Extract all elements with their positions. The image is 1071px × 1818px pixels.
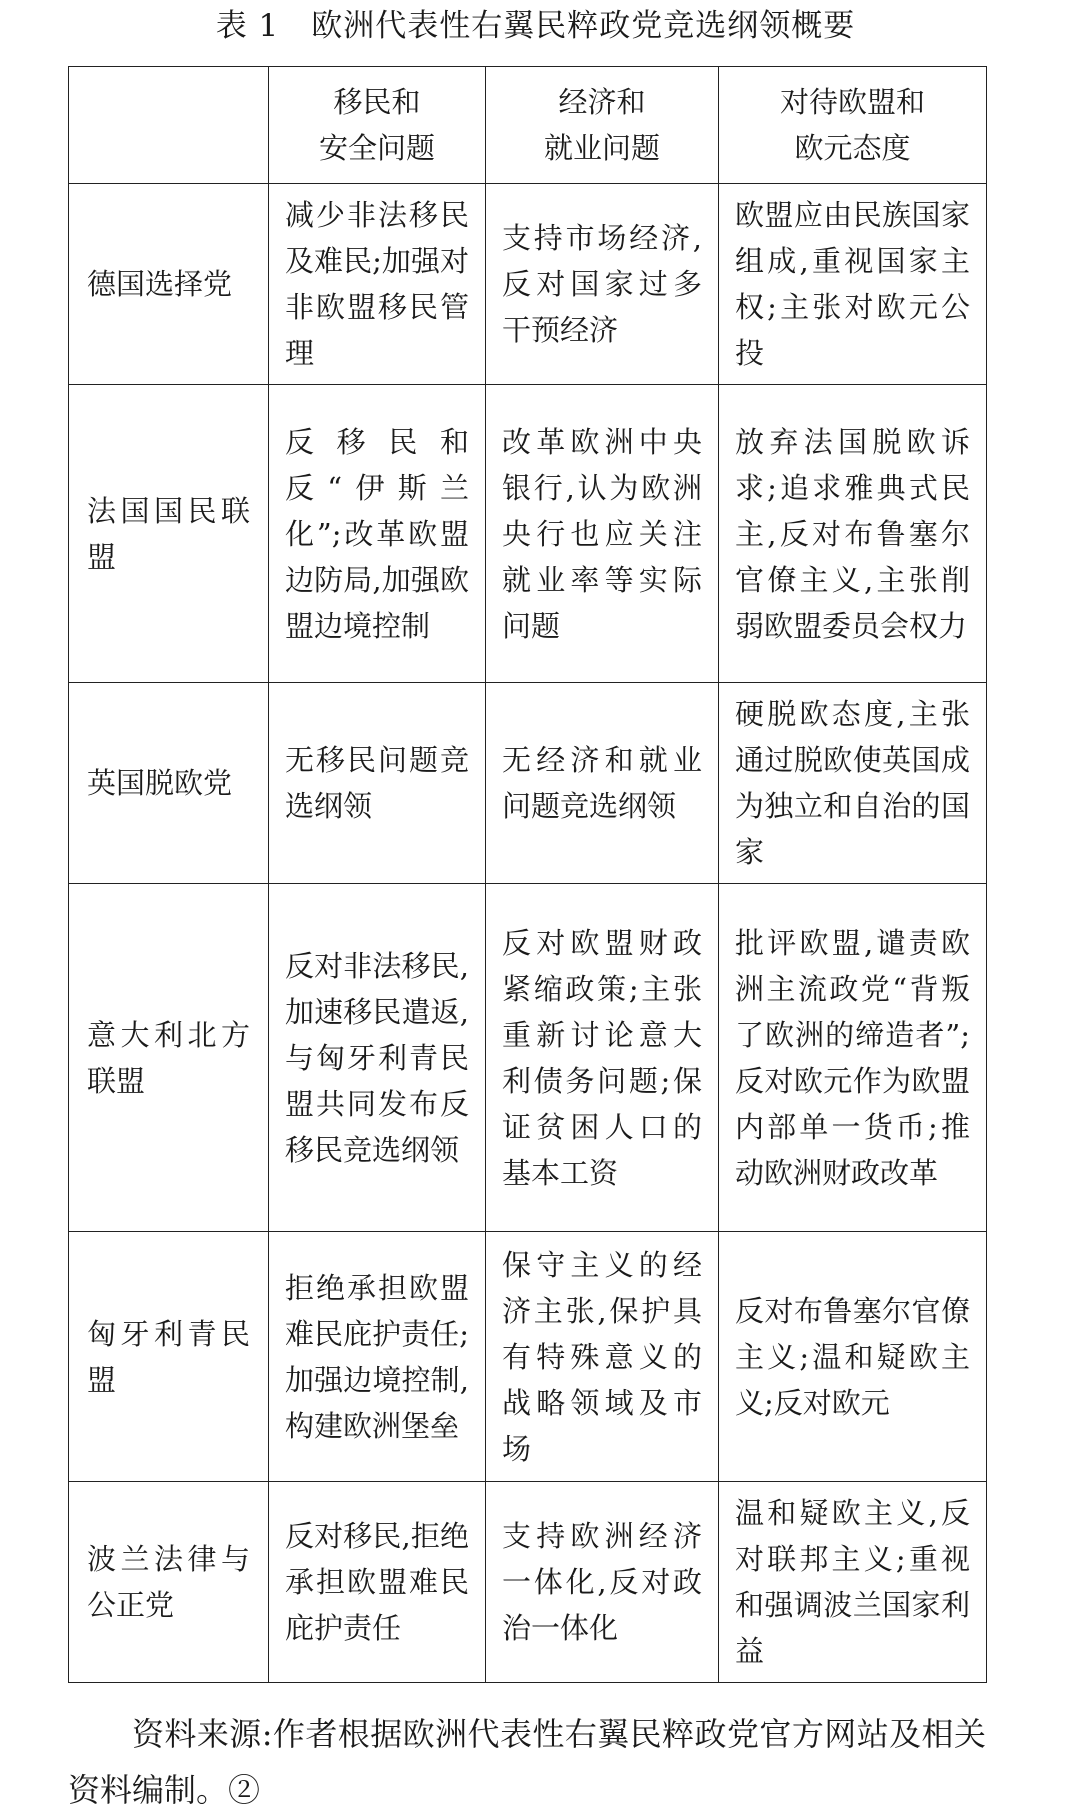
header-immigration-text: 移民和 安全问题: [318, 85, 435, 165]
header-eu-text: 对待欧盟和 欧元态度: [779, 85, 925, 165]
eu-cell: 温和疑欧主义,反对联邦主义;重视和强调波兰国家利益: [719, 1482, 987, 1683]
table-row: [69, 385, 987, 683]
party-name: 德国选择党: [69, 184, 269, 385]
economy-cell: 无经济和就业问题竞选纲领: [486, 683, 719, 884]
economy-cell: 支持市场经济,反对国家过多干预经济: [486, 184, 719, 385]
immigration-cell: 反移民和反“伊斯兰化”;改革欧盟边防局,加强欧盟边境控制: [269, 385, 486, 683]
economy-cell: 反对欧盟财政紧缩政策;主张重新讨论意大利债务问题;保证贫困人口的基本工资: [486, 884, 719, 1232]
header-economy-text: 经济和 就业问题: [543, 85, 660, 165]
table-row: [69, 683, 987, 884]
party-name: 英国脱欧党: [69, 683, 269, 884]
header-party: [69, 67, 269, 184]
economy-cell: 改革欧洲中央银行,认为欧洲央行也应关注就业率等实际问题: [486, 385, 719, 683]
source-note: 资料来源:作者根据欧洲代表性右翼民粹政党官方网站及相关资料编制。②: [68, 1715, 986, 1809]
party-name: 法国国民联盟: [69, 385, 269, 683]
header-economy: [486, 67, 719, 184]
economy-cell: 支持欧洲经济一体化,反对政治一体化: [486, 1482, 719, 1683]
table-row: [69, 1482, 987, 1683]
table-caption: 表 1 欧洲代表性右翼民粹政党竞选纲领概要: [215, 8, 856, 44]
immigration-cell: 无移民问题竞选纲领: [269, 683, 486, 884]
party-name: 波兰法律与公正党: [69, 1482, 269, 1683]
header-eu: [719, 67, 987, 184]
party-platform-table: [68, 66, 987, 1683]
table-row: [69, 884, 987, 1232]
eu-cell: 放弃法国脱欧诉求;追求雅典式民主,反对布鲁塞尔官僚主义,主张削弱欧盟委员会权力: [719, 385, 987, 683]
immigration-cell: 减少非法移民及难民;加强对非欧盟移民管理: [269, 184, 486, 385]
table-header-row: [69, 67, 987, 184]
party-name: 意大利北方联盟: [69, 884, 269, 1232]
party-name: 匈牙利青民盟: [69, 1232, 269, 1482]
immigration-cell: 反对非法移民,加速移民遣返,与匈牙利青民盟共同发布反移民竞选纲领: [269, 884, 486, 1232]
economy-cell: 保守主义的经济主张,保护具有特殊意义的战略领域及市场: [486, 1232, 719, 1482]
eu-cell: 欧盟应由民族国家组成,重视国家主权;主张对欧元公投: [719, 184, 987, 385]
immigration-cell: 反对移民,拒绝承担欧盟难民庇护责任: [269, 1482, 486, 1683]
eu-cell: 反对布鲁塞尔官僚主义;温和疑欧主义;反对欧元: [719, 1232, 987, 1482]
header-immigration: [269, 67, 486, 184]
immigration-cell: 拒绝承担欧盟难民庇护责任;加强边境控制,构建欧洲堡垒: [269, 1232, 486, 1482]
eu-cell: 批评欧盟,谴责欧洲主流政党“背叛了欧洲的缔造者”;反对欧元作为欧盟内部单一货币;推动欧洲财政改革: [719, 884, 987, 1232]
table-row: [69, 184, 987, 385]
eu-cell: 硬脱欧态度,主张通过脱欧使英国成为独立和自治的国家: [719, 683, 987, 884]
table-row: [69, 1232, 987, 1482]
